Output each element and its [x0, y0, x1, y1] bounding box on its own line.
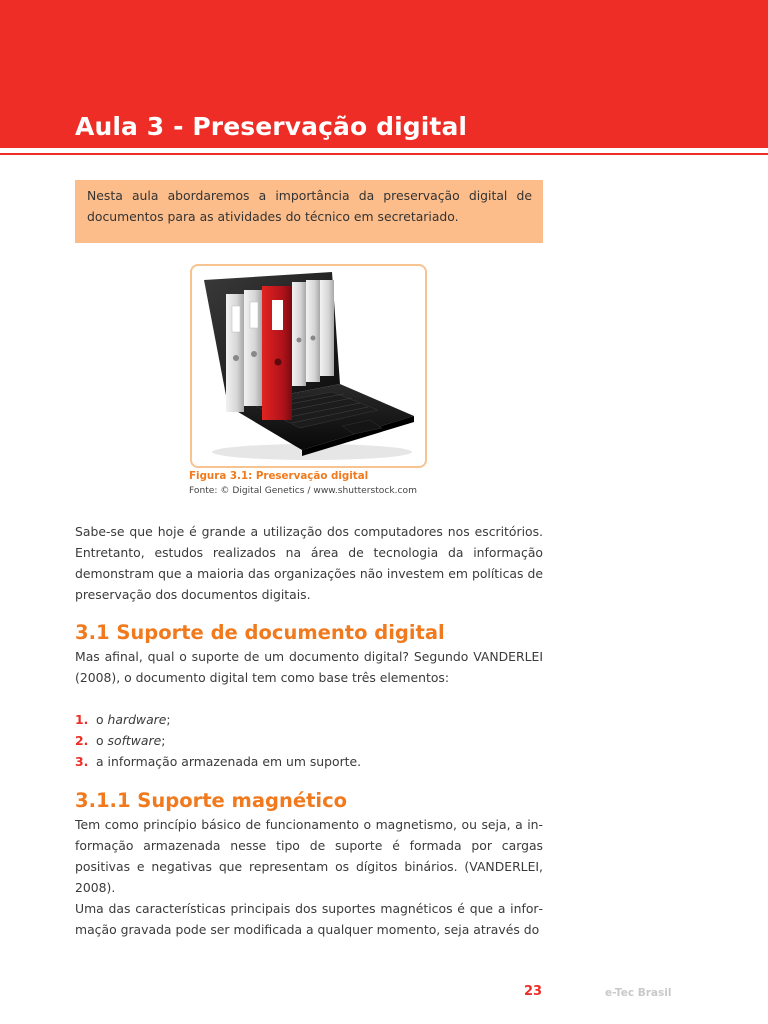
list-item: [75, 751, 361, 772]
page-title: Aula 3 - Preservação digital: [75, 112, 468, 141]
intro-box: [75, 180, 543, 243]
footer-brand: e-Tec Brasil: [605, 987, 672, 999]
figure-caption: Figura 3.1: Preservação digital: [189, 470, 369, 482]
list-text: o: [96, 712, 108, 727]
intro-paragraph: Sabe-se que hoje é grande a utilização dos computadores nos escritórios. Entretanto, estudos realizados na área de tecnologia da informação demonstram que a maioria das organizações não investem em políticas de preservação dos documentos digitais.: [75, 524, 543, 602]
list-text: o: [96, 733, 108, 748]
header-rule: [0, 153, 768, 155]
figure-source: Fonte: © Digital Genetics / www.shutterstock.com: [189, 486, 417, 496]
list-number: 3.: [75, 754, 89, 769]
list-punct: ;: [166, 712, 171, 727]
list-term: software: [107, 733, 162, 748]
figure-frame: [190, 264, 427, 468]
list-term: hardware: [107, 712, 167, 727]
section-heading-3-1-1: 3.1.1 Suporte magnético: [75, 789, 348, 812]
section-3-1-1-text: Tem como princípio básico de funcionamento o magnetismo, ou seja, a informação armazenada nesse tipo de suporte é formada por cargas positivas e negativas que representam os dígitos binários. (VANDERLEI, 2008).: [75, 817, 543, 895]
list-punct: ;: [161, 733, 166, 748]
page-number: 23: [524, 984, 543, 999]
list-item: [75, 730, 361, 751]
section-3-1-text: Mas afinal, qual o suporte de um documento digital? Segundo VANDERLEI (2008), o documento digital tem como base três elementos:: [75, 649, 543, 685]
list-number: 1.: [75, 712, 89, 727]
elements-list: [75, 709, 361, 772]
list-text: a informação armazenada em um suporte.: [96, 754, 362, 769]
list-item: [75, 709, 361, 730]
intro-text: Nesta aula abordaremos a importância da preservação digital de documentos para as atividades do técnico em secretariado.: [87, 188, 532, 224]
list-number: 2.: [75, 733, 89, 748]
laptop-binders-illustration: [192, 266, 425, 466]
section-3-1-1-text-continued: Uma das características principais dos suportes magnéticos é que a informação gravada pode ser modificada a qualquer momento, seja através do: [75, 901, 543, 937]
section-heading-3-1: 3.1 Suporte de documento digital: [75, 621, 445, 644]
